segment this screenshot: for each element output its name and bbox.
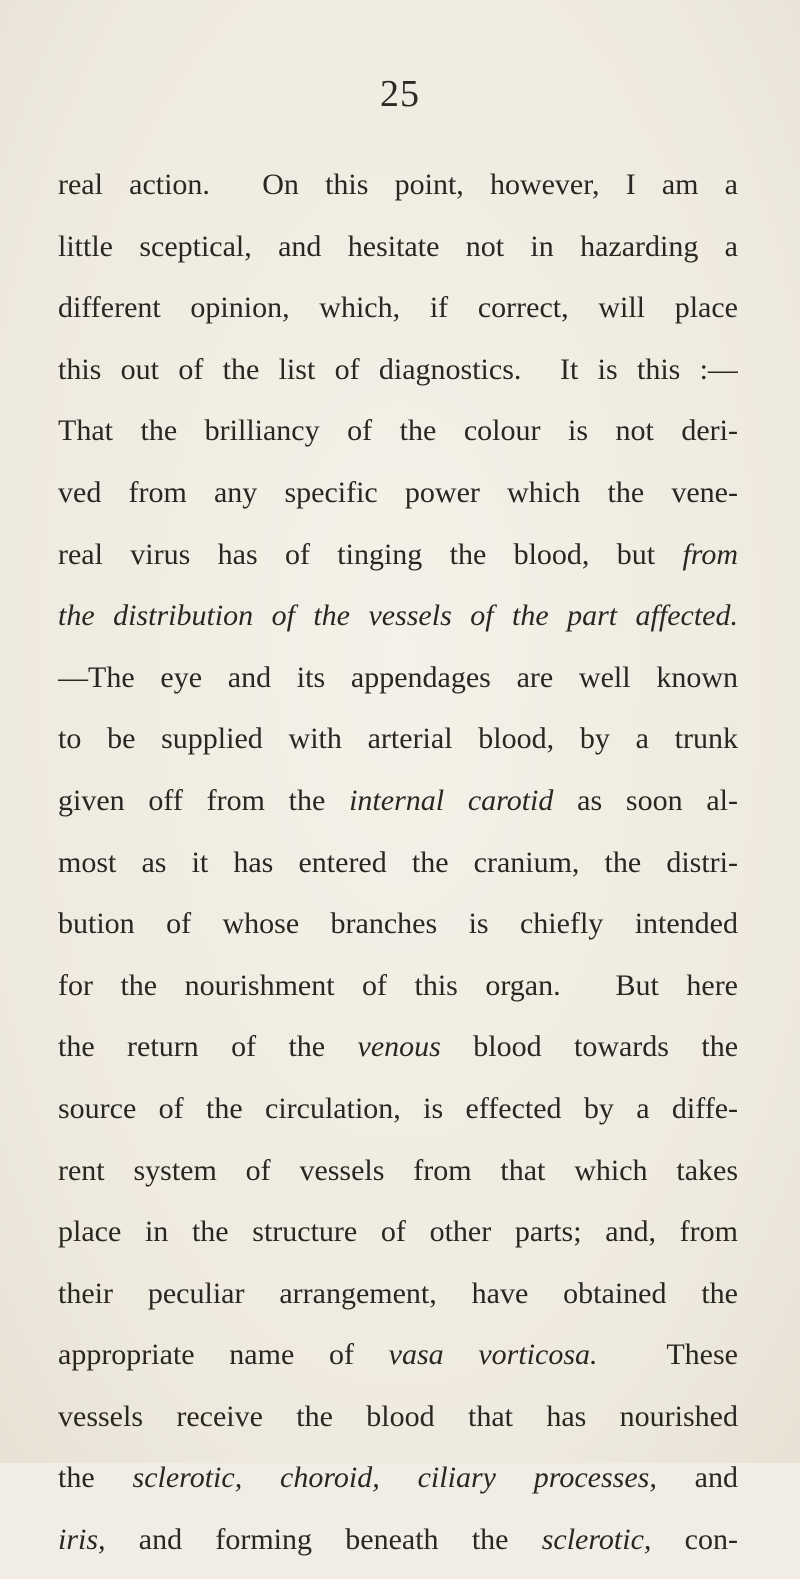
text-line: [58, 963, 738, 1025]
italic-text-segment: sclerotic,: [541, 1523, 652, 1557]
text-line: [58, 285, 738, 347]
text-line: [58, 840, 738, 902]
text-segment: real action. On this point, however, I am a: [58, 168, 738, 201]
text-segment: and: [656, 1461, 738, 1495]
text-line: [58, 1517, 738, 1579]
text-segment: That the brilliancy of the colour is not deri-: [58, 414, 738, 448]
text-segment: These: [597, 1338, 738, 1372]
text-line: [58, 1209, 738, 1271]
text-segment: ved from any specific power which the vene-: [58, 475, 738, 509]
text-line: [58, 1271, 738, 1333]
text-segment: and forming beneath the: [105, 1523, 542, 1557]
text-segment: the return of the: [58, 1030, 358, 1064]
text-line: [58, 655, 738, 717]
text-line: [58, 901, 738, 963]
text-line: [58, 224, 738, 286]
text-segment: little sceptical, and hesitate not in hazarding a: [58, 229, 738, 263]
text-segment: this out of the list of diagnostics. It is this :—: [58, 352, 738, 386]
body-text: [58, 162, 738, 1579]
text-line: [58, 716, 738, 778]
italic-text-segment: iris,: [58, 1523, 106, 1557]
italic-text-segment: internal carotid: [349, 783, 554, 817]
text-segment: con-: [651, 1523, 738, 1557]
text-line: [58, 408, 738, 470]
italic-text-segment: the distribution of the vessels of the part affected.: [58, 599, 738, 633]
text-segment: rent system of vessels from that which takes: [58, 1153, 738, 1187]
text-line: [58, 162, 738, 224]
text-line: [58, 470, 738, 532]
text-segment: given off from the: [58, 783, 350, 817]
text-segment: different opinion, which, if correct, will place: [58, 291, 738, 325]
text-line: [58, 1332, 738, 1394]
text-line: [58, 347, 738, 409]
text-segment: vessels receive the blood that has nourished: [58, 1399, 738, 1433]
italic-text-segment: sclerotic, choroid, ciliary processes,: [132, 1461, 657, 1495]
page-number: 25: [380, 73, 420, 115]
text-segment: for the nourishment of this organ. But here: [58, 968, 738, 1002]
text-segment: bution of whose branches is chiefly intended: [58, 907, 738, 941]
text-segment: as soon al-: [553, 783, 738, 817]
italic-text-segment: venous: [357, 1030, 441, 1064]
text-segment: to be supplied with arterial blood, by a trunk: [58, 722, 738, 756]
text-segment: appropriate name of: [58, 1338, 389, 1372]
text-segment: —The eye and its appendages are well known: [58, 660, 738, 694]
text-line: [58, 1394, 738, 1456]
text-segment: source of the circulation, is effected by a diffe-: [58, 1091, 738, 1125]
text-line: [58, 1148, 738, 1210]
text-line: [58, 1024, 738, 1086]
text-segment: place in the structure of other parts; and, from: [58, 1215, 738, 1249]
text-line: [58, 1086, 738, 1148]
text-line: [58, 1455, 738, 1517]
italic-text-segment: vasa vorticosa.: [388, 1338, 598, 1372]
text-segment: the: [58, 1461, 133, 1495]
text-segment: real virus has of tinging the blood, but: [58, 537, 683, 571]
text-segment: their peculiar arrangement, have obtained the: [58, 1276, 738, 1310]
text-segment: most as it has entered the cranium, the distri-: [58, 845, 738, 879]
text-line: [58, 593, 738, 655]
text-line: [58, 778, 738, 840]
italic-text-segment: from: [682, 537, 738, 571]
text-segment: blood towards the: [440, 1030, 738, 1064]
text-line: [58, 532, 738, 594]
